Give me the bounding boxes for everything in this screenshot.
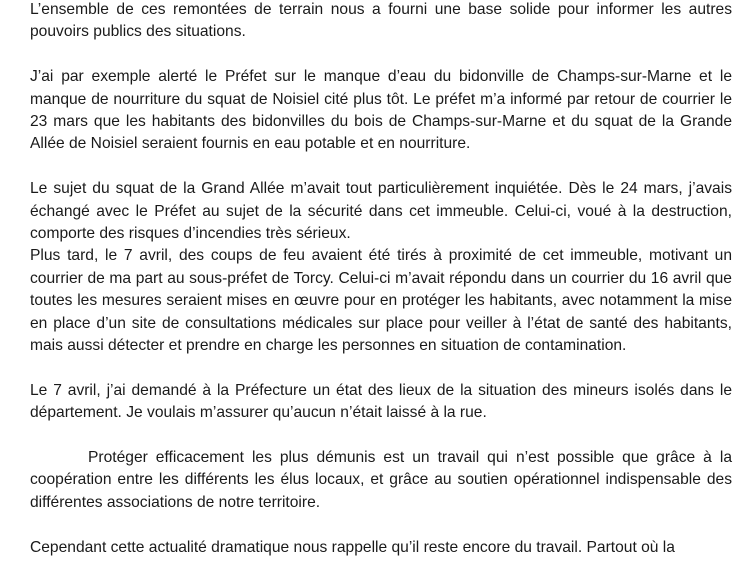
paragraph-proteger: Protéger efficacement les plus démunis est un travail qui n’est possible que grâce à la coopération entre les différents les élus locaux, et grâce au soutien opérationnel indispensable des différentes associations de notre territoire. [30,449,732,511]
paragraph-cependant: Cependant cette actualité dramatique nous rappelle qu’il reste encore du travail. Partout où la [30,538,675,556]
paragraph-terrain: L’ensemble de ces remontées de terrain nous a fourni une base solide pour informer les autres pouvoirs publics des situations. [30,1,732,41]
document-page [30,0,732,581]
paragraph-prefet-alerte: J’ai par exemple alerté le Préfet sur le manque d’eau du bidonville de Champs-sur-Marne et le manque de nourriture du squat de Noisiel cité plus tôt. Le préfet m’a informé par retour de courrier le 23 mars que les habitants des bidonvilles du bois de Champs-sur-Marne et du squat de la Grande Allée de Noisiel seraient fournis en eau potable et en nourriture. [30,68,732,153]
paragraph-squat-securite: Le sujet du squat de la Grand Allée m’avait tout particulièrement inquiétée. Dès le 24 mars, j’avais échangé avec le Préfet au sujet de la sécurité dans cet immeuble. Celui-ci, voué à la destruction, comporte des risques d’incendies très sérieux. [30,180,732,243]
paragraph-mineurs-isoles: Le 7 avril, j’ai demandé à la Préfecture un état des lieux de la situation des mineurs isolés dans le département. Je voulais m’assurer qu’aucun n’était laissé à la rue. [30,381,732,422]
paragraph-coups-de-feu: Plus tard, le 7 avril, des coups de feu avaient été tirés à proximité de cet immeuble, motivant un courrier de ma part au sous-préfet de Torcy. Celui-ci m’avait répondu dans un courrier du 16 avril que toutes les mesures seraient mises en œuvre pour en protéger les habitants, avec notamment la mise en place d’un site de consultations médicales sur place pour veiller à l’état de santé des habitants, mais aussi détecter et prendre en charge les personnes en situation de contamination. [30,247,732,355]
